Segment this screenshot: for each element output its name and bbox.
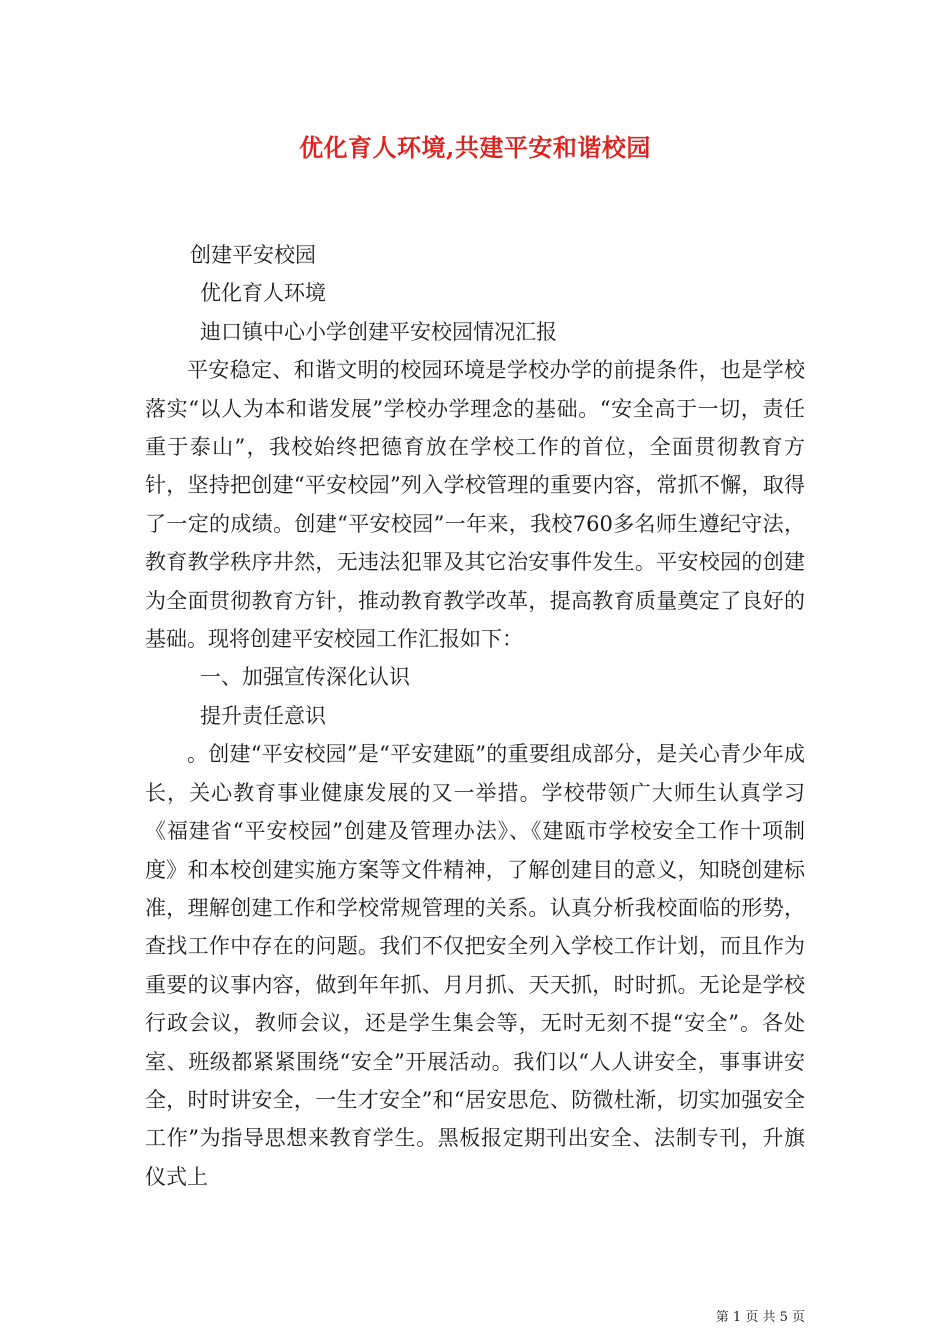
heading-line-optimize-environment: 优化育人环境	[200, 281, 326, 306]
document-title: 优化育人环境,共建平安和谐校园	[299, 133, 651, 162]
paragraph-intro: 平安稳定、和谐文明的校园环境是学校办学的前提条件，也是学校落实“以人为本和谐发展”学校办学理念的基础。“安全高于一切，责任重于泰山”，我校始终把德育放在学校工作的首位，全面贯彻教育方针，坚持把创建“平安校园”列入学校管理的重要内容，常抓不懈，取得了一定的成绩。创建“平安校园”一年来，我校760多名师生遵纪守法，教育教学秩序井然，无违法犯罪及其它治安事件发生。平安校园的创建为全面贯彻教育方针，推动教育教学改革，提高教育质量奠定了良好的基础。现将创建平安校园工作汇报如下：	[145, 358, 805, 652]
document-body	[145, 236, 805, 1196]
heading-line-report-title: 迪口镇中心小学创建平安校园情况汇报	[200, 319, 557, 344]
section-heading-1: 一、加强宣传深化认识	[200, 665, 410, 690]
paragraph-section-1: 。创建“平安校园”是“平安建瓯”的重要组成部分，是关心青少年成长，关心教育事业健康发展的又一举措。学校带领广大师生认真学习《福建省“平安校园”创建及管理办法》、《建瓯市学校安全工作十项制度》和本校创建实施方案等文件精神，了解创建目的意义，知晓创建标准，理解创建工作和学校常规管理的关系。认真分析我校面临的形势，查找工作中存在的问题。我们不仅把安全列入学校工作计划，而且作为重要的议事内容，做到年年抓、月月抓、天天抓，时时抓。无论是学校行政会议，教师会议，还是学生集会等，无时无刻不提“安全”。各处室、班级都紧紧围绕“安全”开展活动。我们以“人人讲安全，事事讲安全，时时讲安全，一生才安全”和“居安思危、防微杜渐，切实加强安全工作”为指导思想来教育学生。黑板报定期刊出安全、法制专刊，升旗仪式上	[145, 742, 805, 1189]
heading-line-create-safe-campus: 创建平安校园	[190, 243, 316, 267]
page-number-footer: 第 1 页 共 5 页	[715, 1310, 805, 1325]
section-subheading-1: 提升责任意识	[200, 703, 326, 728]
